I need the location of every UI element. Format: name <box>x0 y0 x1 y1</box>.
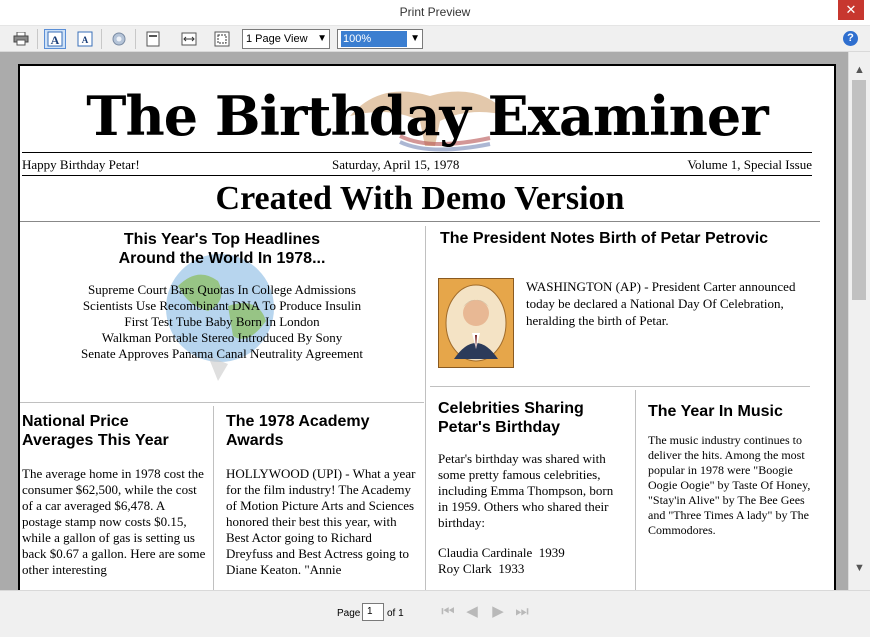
music-title: The Year In Music <box>648 403 783 420</box>
celebrity-year: 1939 <box>538 545 565 560</box>
top-headlines <box>20 226 422 406</box>
page-number-input[interactable]: 1 <box>362 603 384 621</box>
prices-title-line2: Averages This Year <box>22 432 169 449</box>
print-icon <box>13 32 29 46</box>
demo-banner: Created With Demo Version <box>20 176 820 222</box>
column-divider <box>425 226 426 590</box>
celebrity-name: Claudia Cardinale <box>438 545 533 560</box>
toolbar-separator <box>37 29 38 49</box>
toolbar-separator <box>135 29 136 49</box>
toolbar-separator <box>101 29 102 49</box>
page-view-select[interactable] <box>242 29 330 49</box>
list-item <box>438 561 623 577</box>
window-title: Print Preview <box>399 5 471 19</box>
newspaper-page <box>18 64 836 590</box>
dateline <box>22 152 812 176</box>
window-titlebar <box>0 0 870 26</box>
last-page-icon[interactable]: ⏭ <box>515 603 529 620</box>
celebrities-article <box>438 399 623 577</box>
first-page-icon[interactable]: ⏮ <box>441 603 455 620</box>
headlines-title-line1: This Year's Top Headlines <box>123 231 321 248</box>
masthead <box>20 74 834 156</box>
prev-page-icon[interactable]: ◀ <box>466 603 478 620</box>
page-setup-button[interactable] <box>142 29 164 49</box>
prices-article <box>22 412 206 578</box>
page-navigation-bar <box>0 590 870 637</box>
zoom-value: 100% <box>341 31 407 47</box>
celebrities-title-line2: Petar's Birthday <box>438 419 561 436</box>
page-view-value: 1 Page View <box>246 33 308 45</box>
music-text: The music industry continues to deliver the hits. Among the most popular in 1978 were "Boogie Oogie Oogie" by Taste Of Honey, "Stay'in Alive" by The Bee Gees and "Three Times A lady" by The Commodores. <box>648 433 811 537</box>
chevron-down-icon: ▼ <box>410 33 420 44</box>
academy-title <box>226 412 418 450</box>
list-item <box>438 545 623 561</box>
scroll-thumb[interactable] <box>852 80 866 300</box>
toolbar <box>0 26 870 52</box>
celebrity-year: 1933 <box>498 561 525 576</box>
svg-text:A: A <box>50 33 60 47</box>
prices-title-line1: National Price <box>22 413 129 430</box>
portrait-image <box>439 279 513 367</box>
settings-icon <box>111 31 127 47</box>
column-divider <box>635 390 636 590</box>
chevron-down-icon: ▼ <box>317 33 327 44</box>
fit-width-icon <box>181 31 197 47</box>
close-button[interactable]: ✕ <box>838 0 864 20</box>
headline-item: Senate Approves Panama Canal Neutrality Agreement <box>81 346 363 361</box>
academy-article <box>226 412 418 578</box>
dateline-left: Happy Birthday Petar! <box>22 157 140 172</box>
text-size-large-button[interactable] <box>44 29 66 49</box>
academy-title-line1: The 1978 Academy <box>226 413 370 430</box>
scroll-up-icon[interactable]: ▲ <box>854 64 865 76</box>
celebrity-name: Roy Clark <box>438 561 492 576</box>
celebrities-text: Petar's birthday was shared with some pretty famous celebrities, including Emma Thompson, born in 1959. Others who shared their birthday: <box>438 451 614 530</box>
fit-width-button[interactable] <box>178 29 200 49</box>
next-page-icon[interactable]: ▶ <box>492 603 504 620</box>
headlines-list <box>20 282 424 362</box>
headlines-title <box>20 230 424 268</box>
page-count-label: of 1 <box>387 608 404 619</box>
settings-button[interactable] <box>108 29 130 49</box>
headline-item: Supreme Court Bars Quotas In College Admissions <box>88 282 356 297</box>
masthead-title: The Birthday Examiner <box>86 84 768 148</box>
president-text: WASHINGTON (AP) - President Carter announced today be declared a National Day Of Celebration, heralding the birth of Petar. <box>526 279 796 328</box>
zoom-select[interactable] <box>337 29 423 49</box>
president-article <box>438 226 818 386</box>
celebrities-title-line1: Celebrities Sharing <box>438 400 584 417</box>
fit-page-icon <box>214 31 230 47</box>
dateline-date: Saturday, April 15, 1978 <box>332 157 460 172</box>
fit-page-button[interactable] <box>211 29 233 49</box>
svg-text:A: A <box>81 35 89 45</box>
prices-title <box>22 412 206 450</box>
scroll-down-icon[interactable]: ▼ <box>854 562 865 574</box>
academy-text: HOLLYWOOD (UPI) - What a year for the film industry! The Academy of Motion Picture Arts and Sciences honored their best this year, with Best Actor going to Richard Dreyfuss and Best Actress going to Diane Keaton. "Annie <box>226 466 416 577</box>
headline-item: Scientists Use Recombinant DNA To Produce Insulin <box>82 298 362 313</box>
headlines-title-line2: Around the World In 1978... <box>118 250 326 267</box>
page-label: Page <box>337 608 361 619</box>
help-icon[interactable]: ? <box>843 31 858 46</box>
headline-item: Walkman Portable Stereo Introduced By Sony <box>101 330 343 345</box>
section-divider <box>430 386 810 387</box>
academy-title-line2: Awards <box>226 432 284 449</box>
celebrities-title <box>438 399 623 437</box>
president-title: The President Notes Birth of Petar Petrovic <box>440 230 769 247</box>
print-button[interactable] <box>10 29 32 49</box>
preview-area <box>0 52 848 590</box>
text-size-large-icon <box>47 31 63 47</box>
page-setup-icon <box>145 31 161 47</box>
prices-text: The average home in 1978 cost the consumer $62,500, while the cost of a car averaged $6,478. A postage stamp now costs $0.15, while a gallon of gas is setting us back $0.67 a gallon. Here are some other interesting <box>22 466 206 577</box>
column-divider <box>213 406 214 590</box>
president-portrait <box>438 278 514 368</box>
music-article <box>648 402 814 538</box>
vertical-scrollbar[interactable] <box>848 52 870 590</box>
dateline-volume: Volume 1, Special Issue <box>687 157 812 172</box>
text-size-small-button[interactable] <box>74 29 96 49</box>
celebrities-list <box>438 545 623 577</box>
text-size-small-icon <box>77 31 93 47</box>
headline-item: First Test Tube Baby Born In London <box>124 314 320 329</box>
section-divider <box>20 402 424 403</box>
